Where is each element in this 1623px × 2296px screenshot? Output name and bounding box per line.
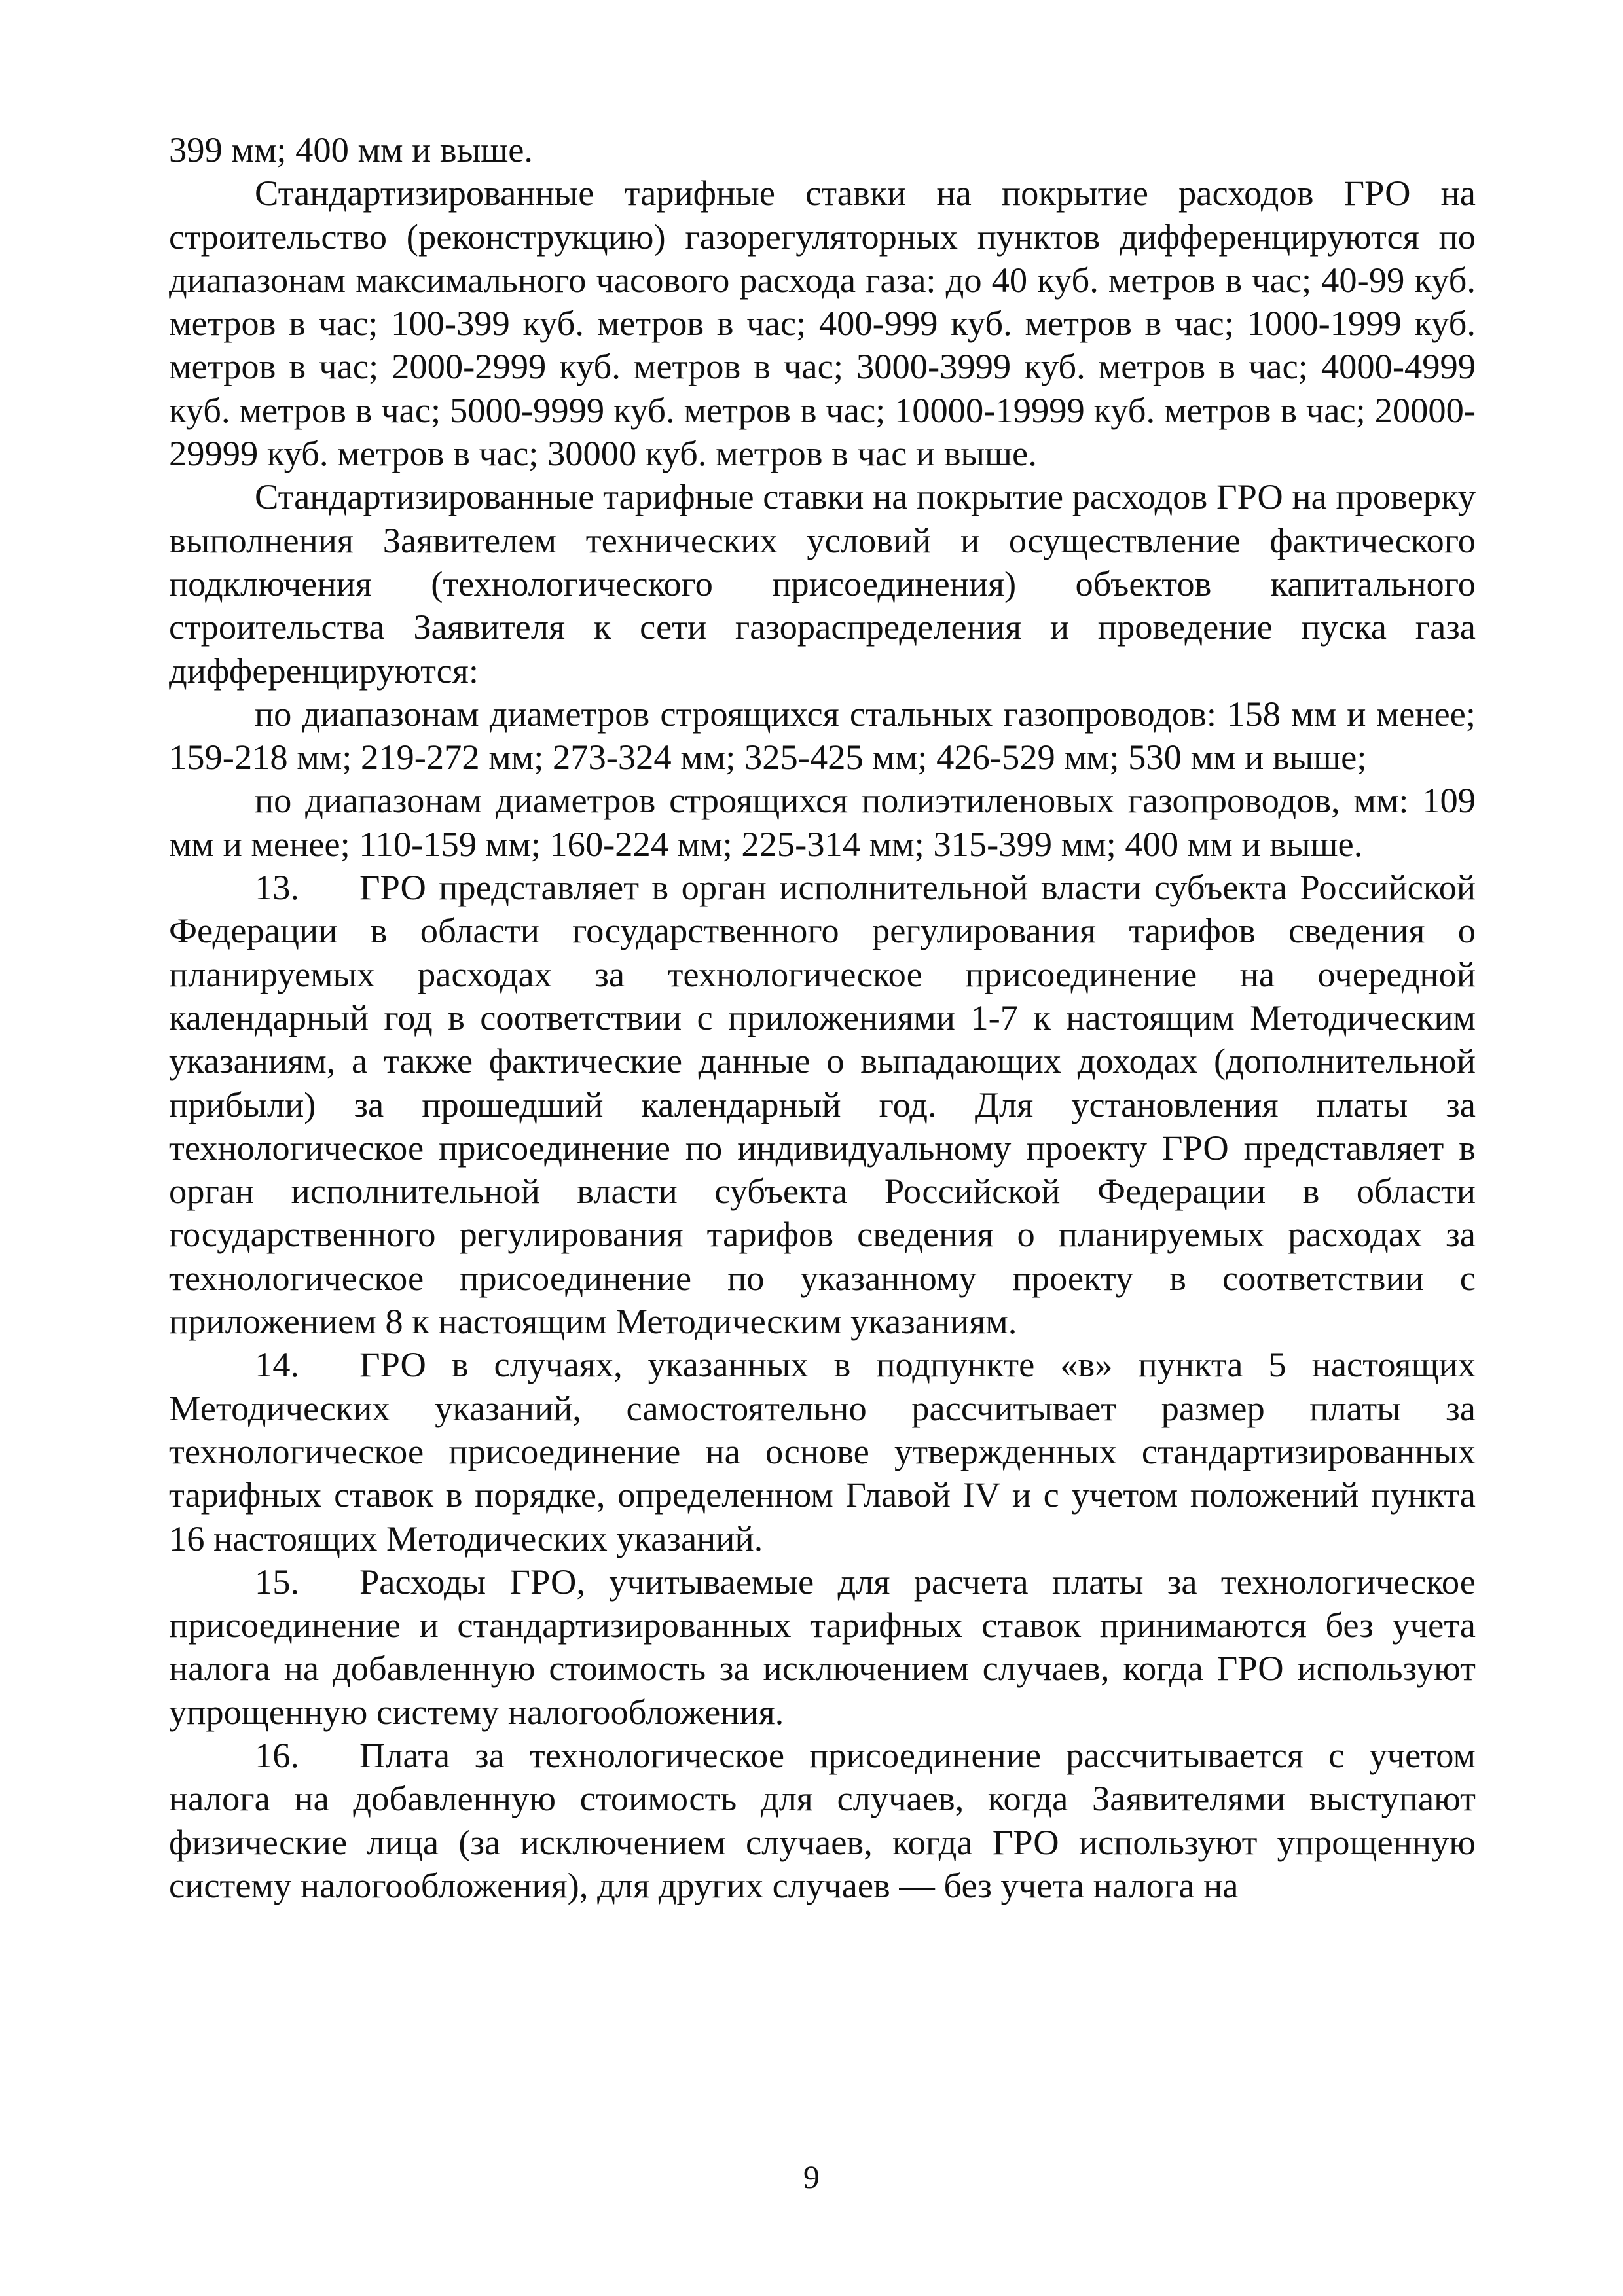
paragraph-number: 16. [255,1734,300,1775]
paragraph-text: по диапазонам диаметров строящихся стальных газопроводов: 158 мм и менее; 159-218 мм; 219-272 мм; 273-324 мм; 325-425 мм; 426-529 мм; 530 мм и выше; [169,693,1476,778]
paragraph-continuation [169,128,1476,171]
paragraph-text: по диапазонам диаметров строящихся полиэтиленовых газопроводов, мм: 109 мм и менее; 110-159 мм; 160-224 мм; 225-314 мм; 315-399 мм; 400 мм и выше. [169,780,1476,864]
paragraph-number: 15. [255,1561,300,1602]
paragraph-item-14 [169,1343,1476,1560]
paragraph-item-16 [169,1734,1476,1907]
paragraph-connection-rates [169,475,1476,692]
paragraph-number: 14. [255,1344,300,1385]
paragraph-polyethylene-pipelines [169,779,1476,866]
paragraph-text: Плата за технологическое присоединение рассчитывается с учетом налога на добавленную стоимость для случаев, когда Заявителями выступают физические лица (за исключением случаев, когда ГРО используют упрощенную систему налогообложения), для других случаев — без учета налога на [169,1734,1476,1905]
paragraph-text: 399 мм; 400 мм и выше. [169,130,534,170]
paragraph-gas-regulator-rates [169,171,1476,475]
paragraph-item-13 [169,866,1476,1343]
paragraph-item-15 [169,1560,1476,1734]
paragraph-number: 13. [255,867,300,908]
document-body [169,128,1476,1907]
paragraph-text: ГРО представляет в орган исполнительной власти субъекта Российской Федерации в области государственного регулирования тарифов сведения о планируемых расходах за технологическое присоединение на очередной календарный год в соответствии с приложениями 1-7 к настоящим Методическим указаниям, а также фактические данные о выпадающих доходах (дополнительной прибыли) за прошедший календарный год. Для установления платы за технологическое присоединение по индивидуальному проекту ГРО представляет в орган исполнительной власти субъекта Российской Федерации в области государственного регулирования тарифов сведения о планируемых расходах за технологическое присоединение по указанному проекту в соответствии с приложением 8 к настоящим Методическим указаниям. [169,867,1476,1342]
paragraph-text: Стандартизированные тарифные ставки на покрытие расходов ГРО на проверку выполнения Заявителем технических условий и осуществление фактического подключения (технологического присоединения) объектов капитального строительства Заявителя к сети газораспределения и проведение пуска газа дифференцируются: [169,476,1476,691]
paragraph-text: Стандартизированные тарифные ставки на покрытие расходов ГРО на строительство (реконструкцию) газорегуляторных пунктов дифференцируются по диапазонам максимального часового расхода газа: до 40 куб. метров в час; 40-99 куб. метров в час; 100-399 куб. метров в час; 400-999 куб. метров в час; 1000-1999 куб. метров в час; 2000-2999 куб. метров в час; 3000-3999 куб. метров в час; 4000-4999 куб. метров в час; 5000-9999 куб. метров в час; 10000-19999 куб. метров в час; 20000-29999 куб. метров в час; 30000 куб. метров в час и выше. [169,173,1476,474]
paragraph-steel-pipelines [169,692,1476,780]
paragraph-text: ГРО в случаях, указанных в подпункте «в» пункта 5 настоящих Методических указаний, самостоятельно рассчитывает размер платы за технологическое присоединение на основе утвержденных стандартизированных тарифных ставок в порядке, определенном Главой IV и с учетом положений пункта 16 настоящих Методических указаний. [169,1344,1476,1558]
page-number: 9 [803,2159,820,2195]
paragraph-text: Расходы ГРО, учитываемые для расчета платы за технологическое присоединение и стандартизированных тарифных ставок принимаются без учета налога на добавленную стоимость за исключением случаев, когда ГРО используют упрощенную систему налогообложения. [169,1561,1476,1732]
